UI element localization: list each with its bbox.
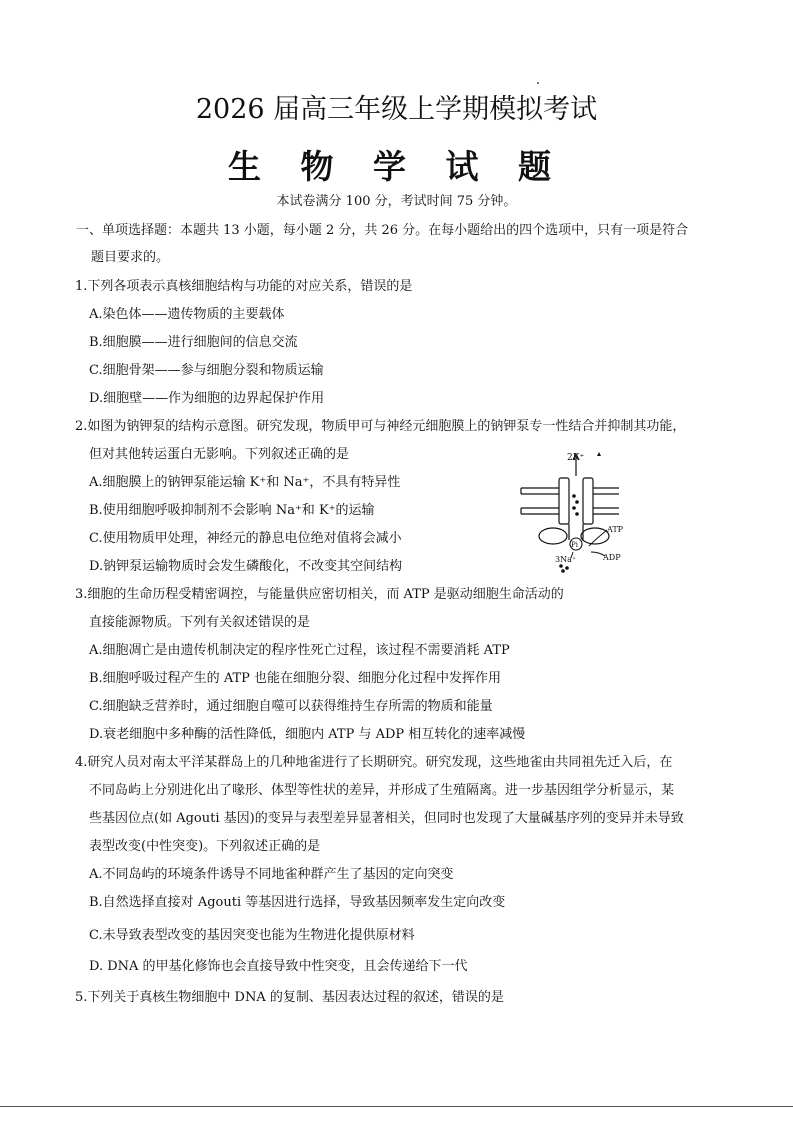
subject-title: 生 物 学 试 题 (228, 147, 565, 186)
q5-stem: 5.下列关于真核生物细胞中 DNA 的复制、基因表达过程的叙述，错误的是 (75, 990, 504, 1005)
q2-stem-1: 2.如图为钠钾泵的结构示意图。研究发现，物质甲可与神经元细胞膜上的钠钾泵专一性结合并抑制其功能， (75, 419, 686, 434)
q2-option-d: D.钠钾泵运输物质时会发生磷酸化，不改变其空间结构 (89, 559, 403, 574)
q1-option-d: D.细胞壁——作为细胞的边界起保护作用 (89, 391, 325, 406)
q3-option-b: B.细胞呼吸过程产生的 ATP 也能在细胞分裂、细胞分化过程中发挥作用 (89, 671, 502, 686)
q4-option-b: B.自然选择直接对 Agouti 等基因进行选择，导致基因频率发生定向改变 (89, 895, 506, 910)
page-bottom-rule (0, 1106, 793, 1107)
q4-stem-3: 些基因位点(如 Agouti 基因)的变异与表型差异显著相关，但同时也发现了大量碱基序列的变异并未导致 (89, 811, 684, 826)
q4-stem-1: 4.研究人员对南太平洋某群岛上的几种地雀进行了长期研究。研究发现，这些地雀由共同祖先迁入后，在 (75, 755, 673, 770)
k-label: 2K⁺ (567, 453, 585, 463)
section-heading: 一、单项选择题：本题共 13 小题，每小题 2 分，共 26 分。在每小题给出的四个选项中，只有一项是符合 (76, 223, 689, 238)
q4-stem-2: 不同岛屿上分别进化出了喙形、体型等性状的差异，并形成了生殖隔离。进一步基因组学分析显示，某 (89, 783, 675, 798)
q1-stem: 1.下列各项表示真核细胞结构与功能的对应关系，错误的是 (75, 279, 413, 294)
sodium-potassium-pump-figure (519, 448, 624, 574)
q2-option-b: B.使用细胞呼吸抑制剂不会影响 Na⁺和 K⁺的运输 (89, 503, 375, 518)
exam-note: 本试卷满分 100 分，考试时间 75 分钟。 (276, 194, 517, 209)
q4-option-a: A.不同岛屿的环境条件诱导不同地雀种群产生了基因的定向突变 (89, 867, 454, 882)
membrane-lines (521, 488, 619, 514)
q3-option-c: C.细胞缺乏营养时，通过细胞自噬可以获得维持生存所需的物质和能量 (89, 699, 493, 714)
q4-option-d: D. DNA 的甲基化修饰也会直接导致中性突变，且会传递给下一代 (89, 959, 468, 974)
channel-ions (572, 494, 579, 516)
section-heading-cont: 题目要求的。 (91, 250, 170, 265)
q4-option-c: C.未导致表型改变的基因突变也能为生物进化提供原材料 (89, 928, 415, 943)
q1-option-c: C.细胞骨架——参与细胞分裂和物质运输 (89, 363, 324, 378)
exam-title: 2026 届高三年级上学期模拟考试 (195, 94, 598, 125)
q4-stem-4: 表型改变(中性突变)。下列叙述正确的是 (89, 839, 321, 854)
q3-stem-1: 3.细胞的生命历程受精密调控，与能量供应密切相关，而 ATP 是驱动细胞生命活动的 (75, 587, 564, 602)
q2-option-c: C.使用物质甲处理，神经元的静息电位绝对值将会减小 (89, 531, 402, 546)
q3-stem-2: 直接能源物质。下列有关叙述错误的是 (89, 615, 311, 630)
na-label: 3Na⁺ (555, 555, 577, 564)
q1-option-a: A.染色体——遗传物质的主要载体 (89, 307, 285, 322)
adp-label: ADP (603, 553, 621, 562)
q1-option-b: B.细胞膜——进行细胞间的信息交流 (89, 335, 298, 350)
q2-option-a: A.细胞膜上的钠钾泵能运输 K⁺和 Na⁺，不具有特异性 (89, 475, 401, 490)
atp-label: ATP (607, 525, 624, 534)
na-ions (559, 564, 569, 573)
q3-option-d: D.衰老细胞中多种酶的活性降低，细胞内 ATP 与 ADP 相互转化的速率减慢 (89, 727, 526, 742)
scan-dot (537, 82, 539, 84)
q3-option-a: A.细胞凋亡是由遗传机制决定的程序性死亡过程，该过程不需要消耗 ATP (89, 643, 510, 658)
pi-label: Pi (571, 541, 578, 549)
q2-stem-2: 但对其他转运蛋白无影响。下列叙述正确的是 (89, 447, 350, 462)
